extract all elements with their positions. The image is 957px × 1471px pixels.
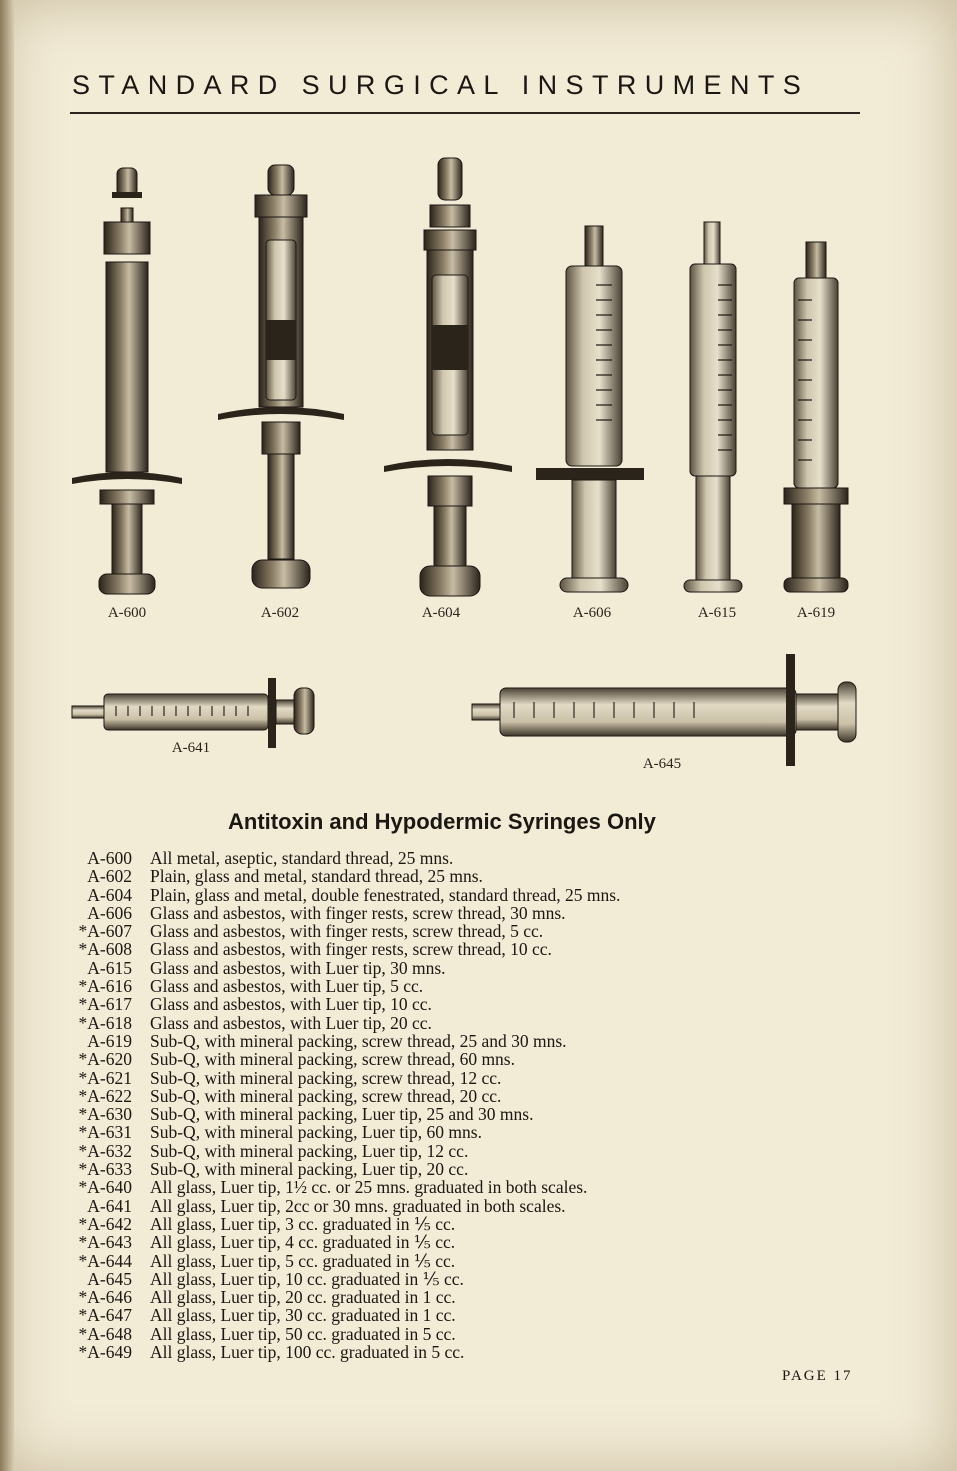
item-code: *A-632 xyxy=(78,1140,132,1161)
item-code: A-645 xyxy=(87,1268,132,1289)
syringe-a619-illustration xyxy=(784,242,848,592)
item-description: Plain, glass and metal, double fenestrated, standard thread, 25 mns. xyxy=(150,884,621,905)
item-code: *A-633 xyxy=(78,1159,132,1180)
item-description: All glass, Luer tip, 3 cc. graduated in ⅕ cc. xyxy=(150,1213,456,1234)
item-description: All glass, Luer tip, 20 cc. graduated in 1 cc. xyxy=(150,1287,456,1308)
item-code: A-600 xyxy=(87,848,132,868)
item-code: *A-620 xyxy=(78,1049,132,1070)
item-description: Glass and asbestos, with Luer tip, 10 cc. xyxy=(150,994,432,1015)
item-description: All glass, Luer tip, 100 cc. graduated in 5 cc. xyxy=(150,1342,465,1363)
figure-label-a641: A-641 xyxy=(171,740,211,756)
item-description: All glass, Luer tip, 4 cc. graduated in ⅕ cc. xyxy=(150,1232,456,1253)
item-code: *A-648 xyxy=(78,1323,132,1344)
item-code: *A-649 xyxy=(78,1342,132,1363)
item-code: *A-607 xyxy=(78,921,132,942)
figure-label-a645: A-645 xyxy=(642,756,682,772)
item-code: *A-618 xyxy=(78,1012,132,1033)
item-description: All glass, Luer tip, 50 cc. graduated in 5 cc. xyxy=(150,1323,456,1344)
page-header-title: STANDARD SURGICAL INSTRUMENTS xyxy=(72,70,810,100)
item-description: Sub-Q, with mineral packing, screw thread, 12 cc. xyxy=(150,1067,502,1088)
figure-label-a615: A-615 xyxy=(697,605,737,621)
item-description: All glass, Luer tip, 1½ cc. or 25 mns. graduated in both scales. xyxy=(150,1177,588,1198)
syringe-a641-illustration xyxy=(72,678,314,748)
item-code: *A-617 xyxy=(78,994,132,1015)
syringe-a604-illustration xyxy=(384,158,512,596)
item-code: *A-621 xyxy=(78,1067,132,1088)
item-description: Glass and asbestos, with finger rests, screw thread, 30 mns. xyxy=(150,902,566,923)
item-code: *A-647 xyxy=(78,1305,132,1326)
item-description: Sub-Q, with mineral packing, screw thread, 20 cc. xyxy=(150,1085,502,1106)
item-code: A-619 xyxy=(87,1030,132,1051)
item-code: A-615 xyxy=(87,957,132,978)
item-description: Sub-Q, with mineral packing, Luer tip, 12 cc. xyxy=(150,1140,469,1161)
figure-label-a604: A-604 xyxy=(421,605,461,621)
item-description: Glass and asbestos, with Luer tip, 20 cc. xyxy=(150,1012,432,1033)
syringe-a600-illustration xyxy=(72,168,182,594)
syringe-a615-illustration xyxy=(684,222,742,592)
item-code: A-604 xyxy=(87,884,132,905)
item-code: *A-644 xyxy=(78,1250,132,1271)
item-description: All metal, aseptic, standard thread, 25 mns. xyxy=(150,848,454,868)
item-description: Plain, glass and metal, standard thread, 25 mns. xyxy=(150,866,483,887)
item-description: Glass and asbestos, with Luer tip, 30 mns. xyxy=(150,957,446,978)
item-description: Sub-Q, with mineral packing, Luer tip, 25 and 30 mns. xyxy=(150,1104,534,1125)
figure-label-a606: A-606 xyxy=(572,605,612,621)
item-description: All glass, Luer tip, 10 cc. graduated in ⅕ cc. xyxy=(150,1268,464,1289)
item-description: Sub-Q, with mineral packing, screw thread, 25 and 30 mns. xyxy=(150,1030,567,1051)
item-code: *A-616 xyxy=(78,976,132,997)
item-description: Glass and asbestos, with Luer tip, 5 cc. xyxy=(150,976,424,997)
figure-label-a600: A-600 xyxy=(107,605,147,621)
item-description: Glass and asbestos, with finger rests, screw thread, 5 cc. xyxy=(150,921,544,942)
item-description: All glass, Luer tip, 5 cc. graduated in ⅕ cc. xyxy=(150,1250,456,1271)
figure-label-a619: A-619 xyxy=(796,605,836,621)
item-code: *A-643 xyxy=(78,1232,132,1253)
item-description: Sub-Q, with mineral packing, Luer tip, 60 mns. xyxy=(150,1122,482,1143)
item-code: *A-608 xyxy=(78,939,132,960)
item-code: *A-642 xyxy=(78,1213,132,1234)
item-code: *A-622 xyxy=(78,1085,132,1106)
item-code: A-602 xyxy=(87,866,132,887)
item-description: All glass, Luer tip, 2cc or 30 mns. graduated in both scales. xyxy=(150,1195,566,1216)
syringe-a645-illustration xyxy=(472,654,856,766)
item-description: Sub-Q, with mineral packing, screw thread, 60 mns. xyxy=(150,1049,515,1070)
figure-label-a602: A-602 xyxy=(260,605,300,621)
syringe-a602-illustration xyxy=(218,165,344,588)
item-code: *A-631 xyxy=(78,1122,132,1143)
syringe-a606-illustration xyxy=(536,226,644,592)
item-description: Sub-Q, with mineral packing, Luer tip, 20 cc. xyxy=(150,1159,469,1180)
section-title: Antitoxin and Hypodermic Syringes Only xyxy=(228,809,656,834)
item-code: A-641 xyxy=(87,1195,132,1216)
item-code: *A-646 xyxy=(78,1287,132,1308)
item-code: A-606 xyxy=(87,902,132,923)
item-description: Glass and asbestos, with finger rests, screw thread, 10 cc. xyxy=(150,939,552,960)
item-code: *A-630 xyxy=(78,1104,132,1125)
item-code: *A-640 xyxy=(78,1177,132,1198)
item-description: All glass, Luer tip, 30 cc. graduated in 1 cc. xyxy=(150,1305,456,1326)
page-number: PAGE 17 xyxy=(782,1368,853,1384)
